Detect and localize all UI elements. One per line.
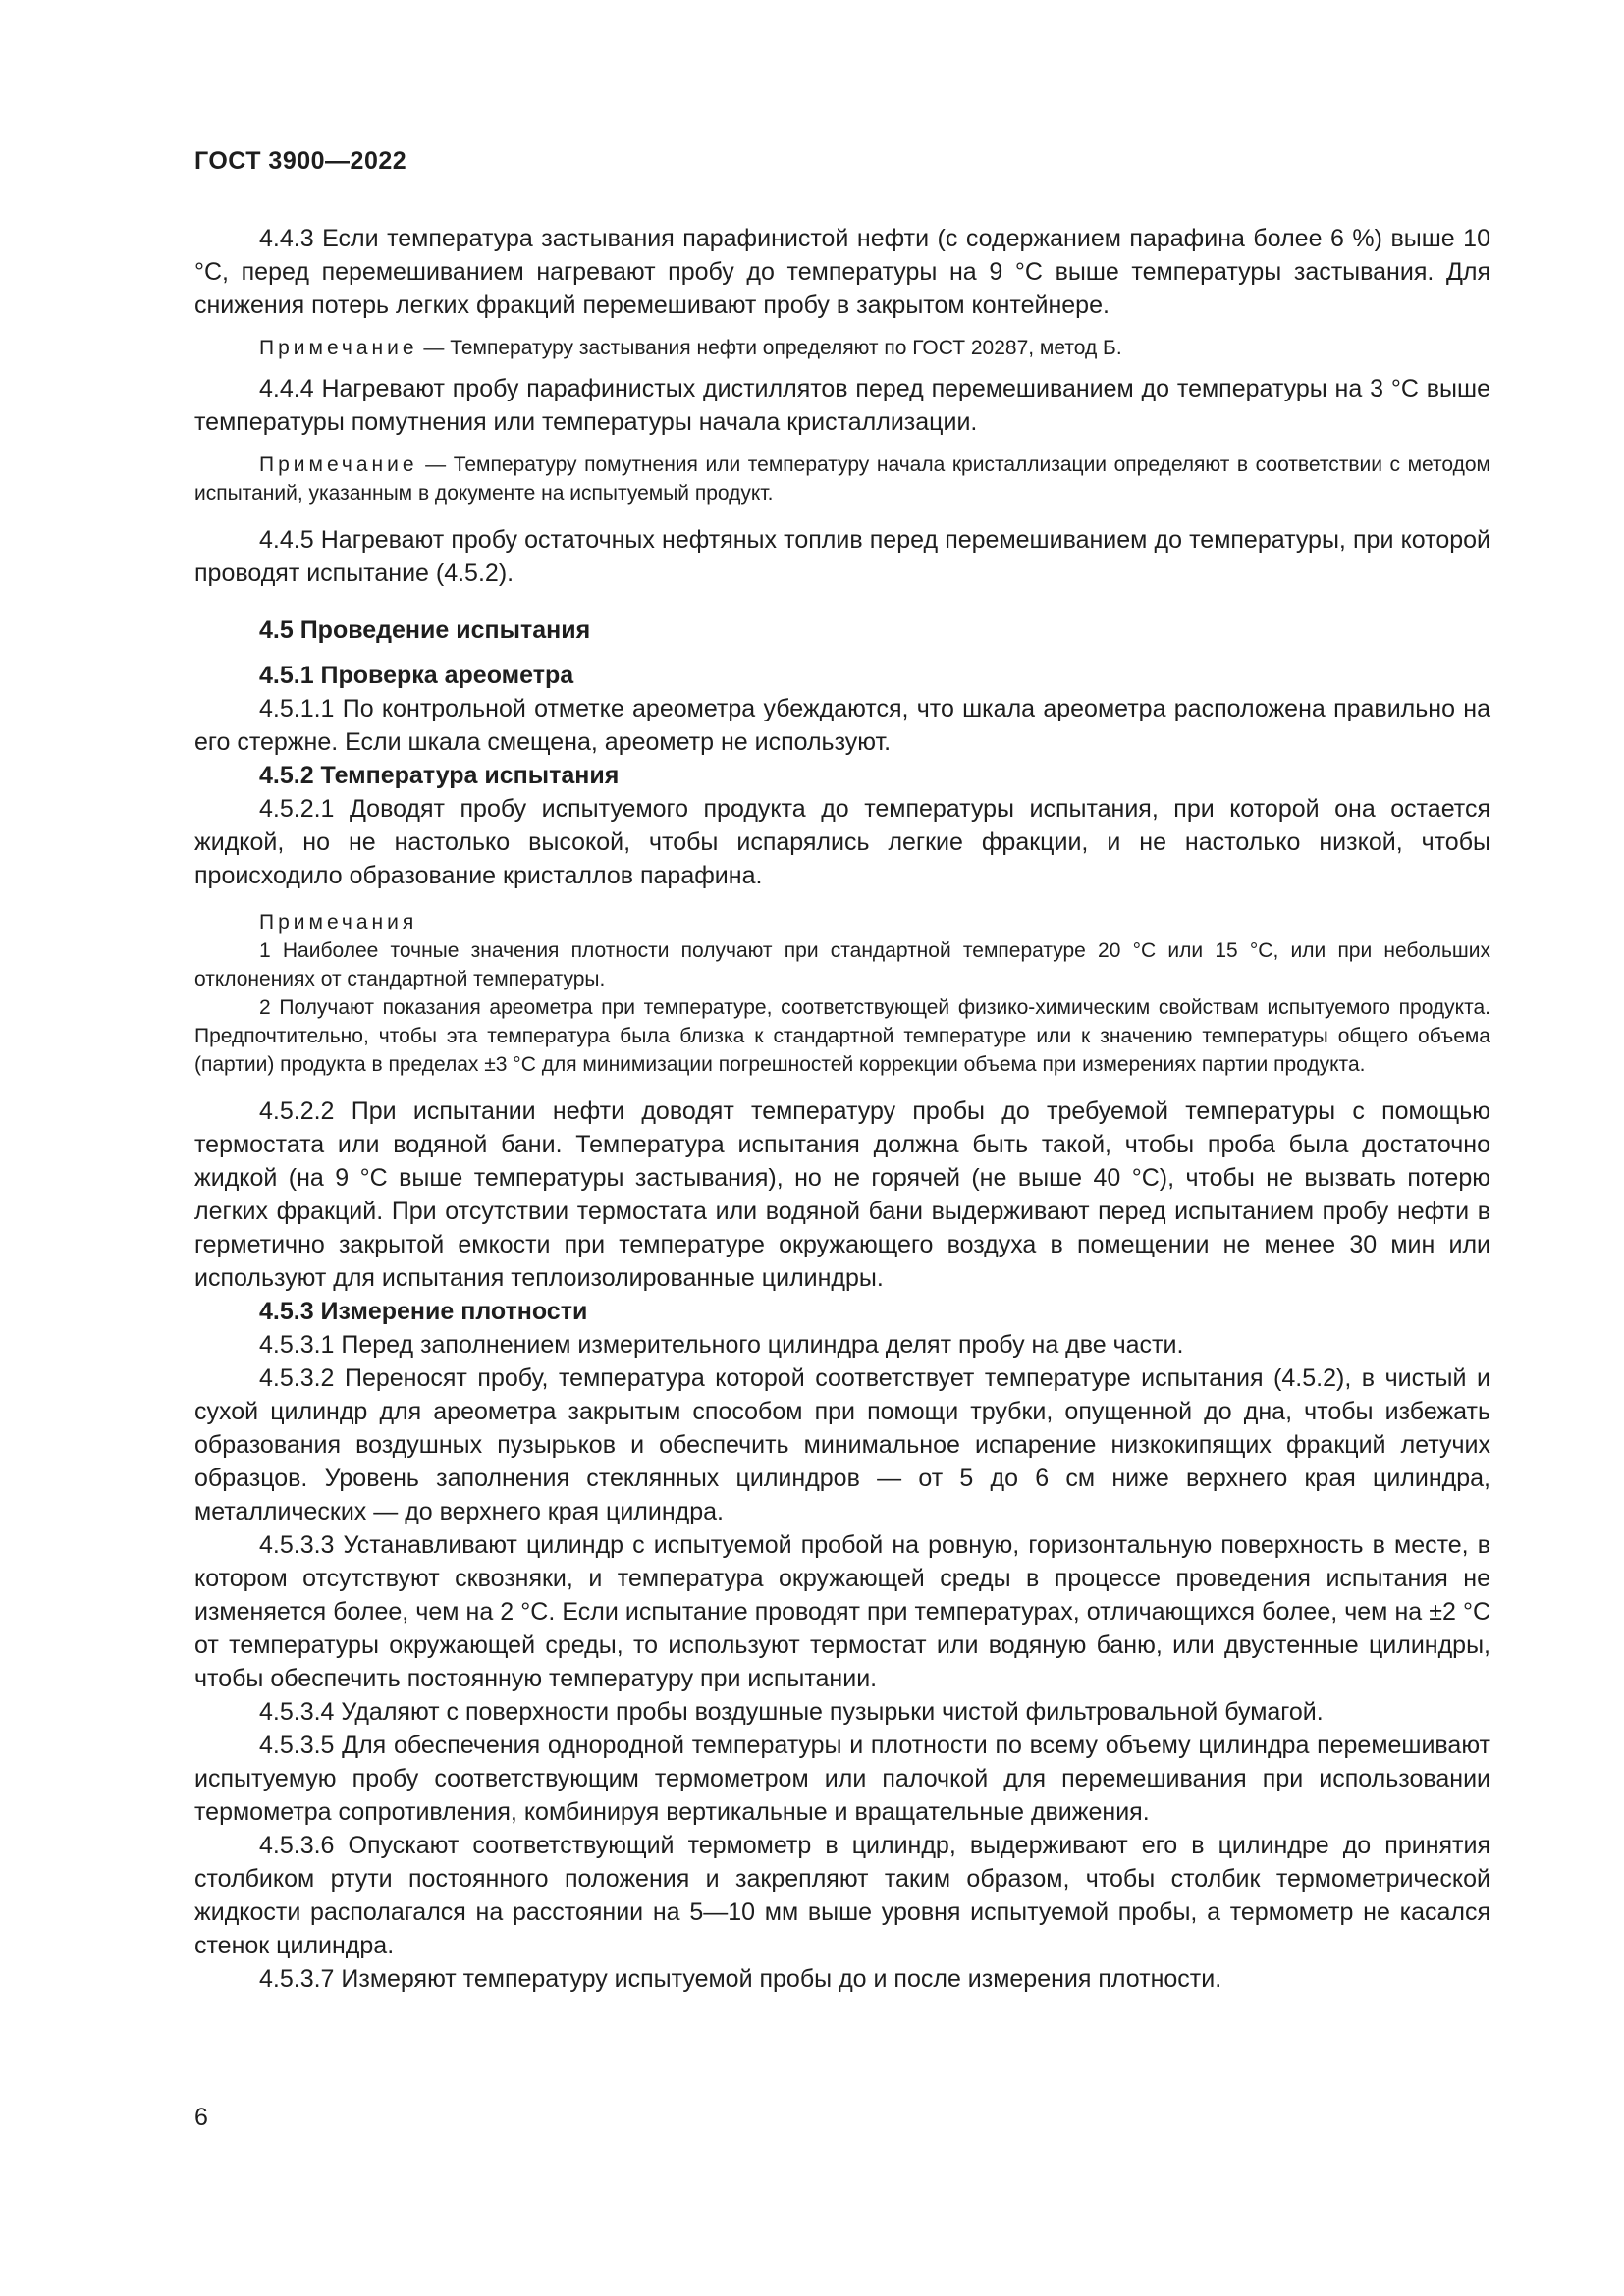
- note-text: — Температуру застывания нефти определяют по ГОСТ 20287, метод Б.: [417, 337, 1122, 359]
- paragraph-4-5-3-7: 4.5.3.7 Измеряют температуру испытуемой пробы до и после измерения плотности.: [259, 1965, 1222, 1993]
- paragraph-4-5-3-6: 4.5.3.6 Опускают соответствующий термометр в цилиндр, выдерживают его в цилиндре до принятия столбиком ртути постоянного положения и закрепляют таким образом, чтобы столбик термометрической жидкости располагался на расстоянии на 5—10 мм выше уровня испытуемой пробы, а термометр не касался стенок цилиндра.: [194, 1832, 1490, 1959]
- document-header: ГОСТ 3900—2022: [194, 147, 407, 175]
- paragraph-4-5-3-2: 4.5.3.2 Переносят пробу, температура которой соответствует температуре испытания (4.5.2), в чистый и сухой цилиндр для ареометра закрытым способом при помощи трубки, опущенной до дна, чтобы избежать образования воздушных пузырьков и обеспечить минимальное испарение низкокипящих фракций летучих образцов. Уровень заполнения стеклянных цилиндров — от 5 до 6 см ниже верхнего края цилиндра, металлических — до верхнего края цилиндра.: [194, 1364, 1490, 1525]
- section-heading-4-5: 4.5 Проведение испытания: [259, 616, 591, 644]
- page-number: 6: [194, 2104, 208, 2131]
- note-label: Примечание: [259, 337, 418, 359]
- document-body: [194, 222, 1490, 1996]
- paragraph-4-5-3-4: 4.5.3.4 Удаляют с поверхности пробы воздушные пузырьки чистой фильтровальной бумагой.: [259, 1698, 1324, 1726]
- note-item-2: 2 Получают показания ареометра при температуре, соответствующей физико-химическим свойствам испытуемого продукта. Предпочтительно, чтобы эта температура была близка к стандартной температуре или к значению температуры общего объема (партии) продукта в пределах ±3 °С для минимизации погрешностей коррекции объема при измерениях партии продукта.: [194, 996, 1490, 1076]
- paragraph-4-4-4: 4.4.4 Нагревают пробу парафинистых дистиллятов перед перемешиванием до температуры на 3 °С выше температуры помутнения или температуры начала кристаллизации.: [194, 375, 1490, 436]
- paragraph-4-5-3-3: 4.5.3.3 Устанавливают цилиндр с испытуемой пробой на ровную, горизонтальную поверхность в месте, в котором отсутствуют сквозняки, и температура окружающей среды в процессе проведения испытания не изменяется более, чем на 2 °С. Если испытание проводят при температурах, отличающихся более, чем на ±2 °С от температуры окружающей среды, то используют термостат или водяную баню, или двустенные цилиндры, чтобы обеспечить постоянную температуру при испытании.: [194, 1531, 1490, 1692]
- section-heading-4-5-2: 4.5.2 Температура испытания: [259, 762, 620, 789]
- paragraph-4-5-2-1: 4.5.2.1 Доводят пробу испытуемого продукта до температуры испытания, при которой она остается жидкой, но не настолько высокой, чтобы испарялись легкие фракции, и не настолько низкой, чтобы происходило образование кристаллов парафина.: [194, 795, 1490, 889]
- note-4-4-4: [194, 451, 1490, 507]
- note-label: Примечание: [259, 454, 418, 476]
- paragraph-4-5-3-1: 4.5.3.1 Перед заполнением измерительного цилиндра делят пробу на две части.: [259, 1331, 1184, 1359]
- paragraph-4-4-5: 4.4.5 Нагревают пробу остаточных нефтяных топлив перед перемешиванием до температуры, при которой проводят испытание (4.5.2).: [194, 526, 1490, 587]
- paragraph-4-5-3-5: 4.5.3.5 Для обеспечения однородной температуры и плотности по всему объему цилиндра перемешивают испытуемую пробу соответствующим термометром или палочкой для перемешивания при использовании термометра сопротивления, комбинируя вертикальные и вращательные движения.: [194, 1732, 1490, 1826]
- paragraph-4-4-3: 4.4.3 Если температура застывания парафинистой нефти (с содержанием парафина более 6 %) выше 10 °С, перед перемешиванием нагревают пробу до температуры на 9 °С выше температуры застывания. Для снижения потерь легких фракций перемешивают пробу в закрытом контейнере.: [194, 225, 1490, 319]
- section-heading-4-5-3: 4.5.3 Измерение плотности: [259, 1298, 588, 1325]
- note-text: — Температуру помутнения или температуру начала кристаллизации определяют в соответствии с методом испытаний, указанным в документе на испытуемый продукт.: [194, 454, 1490, 505]
- note-item-1: 1 Наиболее точные значения плотности получают при стандартной температуре 20 °С или 15 °С, или при небольших отклонениях от стандартной температуры.: [194, 939, 1490, 990]
- notes-heading: Примечания: [259, 911, 418, 934]
- section-heading-4-5-1: 4.5.1 Проверка ареометра: [259, 662, 574, 689]
- paragraph-4-5-1-1: 4.5.1.1 По контрольной отметке ареометра убеждаются, что шкала ареометра расположена правильно на его стержне. Если шкала смещена, ареометр не используют.: [194, 695, 1490, 756]
- note-4-4-3: [194, 334, 1490, 362]
- paragraph-4-5-2-2: 4.5.2.2 При испытании нефти доводят температуру пробы до требуемой температуры с помощью термостата или водяной бани. Температура испытания должна быть такой, чтобы проба была достаточно жидкой (на 9 °С выше температуры застывания), но не горячей (не выше 40 °С), чтобы не вызвать потерю легких фракций. При отсутствии термостата или водяной бани выдерживают перед испытанием пробу нефти в герметично закрытой емкости при температуре окружающего воздуха в помещении не менее 30 мин или используют для испытания теплоизолированные цилиндры.: [194, 1097, 1490, 1292]
